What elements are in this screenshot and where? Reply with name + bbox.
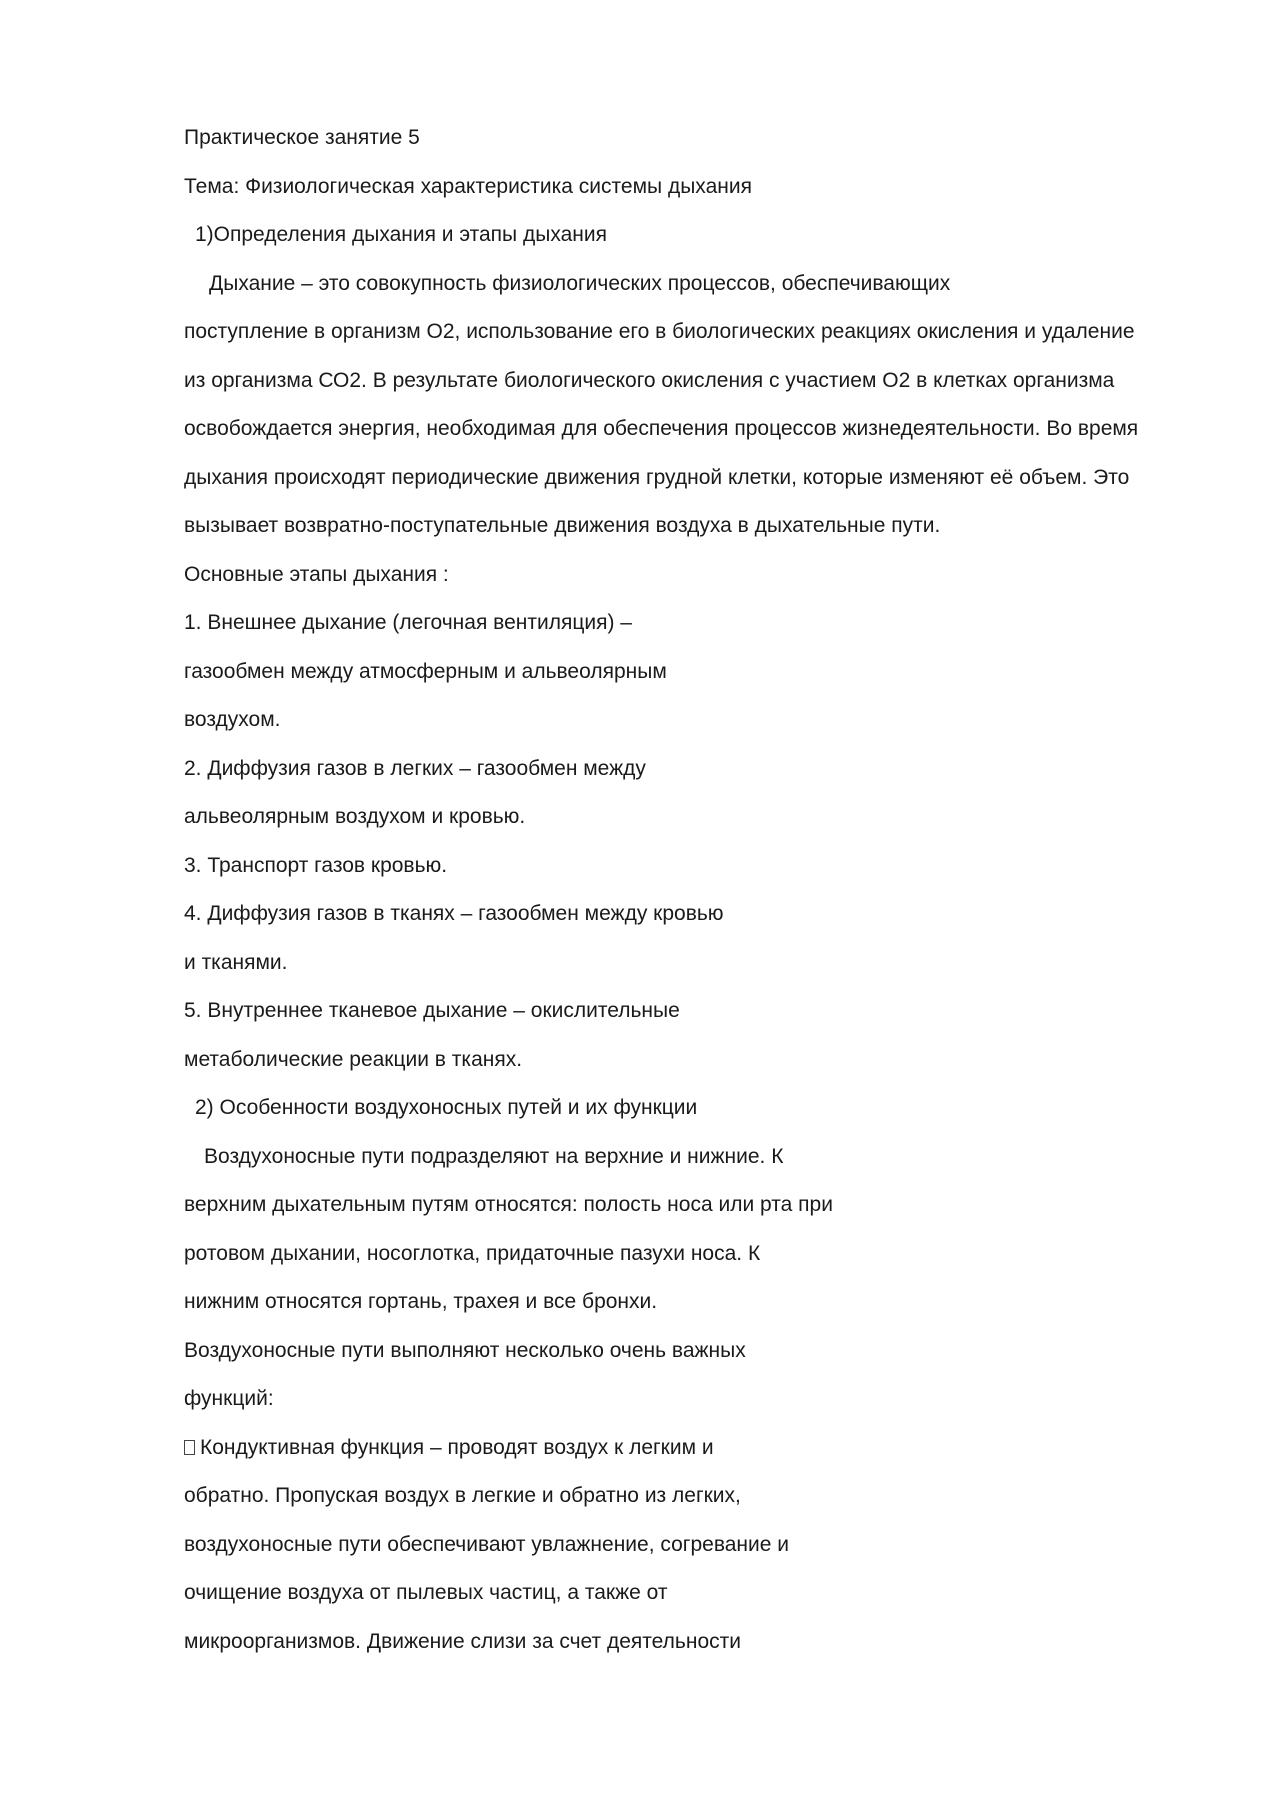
document-topic: Тема: Физиологическая характеристика системы дыхания	[184, 174, 752, 198]
paragraph-line: Воздухоносные пути выполняют несколько очень важных	[184, 1338, 746, 1362]
paragraph-line: дыхания происходят периодические движения грудной клетки, которые изменяют её объем. Это	[184, 465, 1130, 489]
stage-line: 1. Внешнее дыхание (легочная вентиляция) –	[184, 611, 632, 634]
section-1-heading: 1)Определения дыхания и этапы дыхания	[195, 223, 607, 246]
stage-line: 4. Диффузия газов в тканях – газообмен между кровью	[184, 902, 724, 925]
stage-line: 3. Транспорт газов кровью.	[184, 853, 448, 877]
stage-line: газообмен между атмосферным и альвеолярным	[184, 659, 667, 683]
stage-line: воздухом.	[184, 708, 281, 731]
paragraph-line: ротовом дыхании, носоглотка, придаточные пазухи носа. К	[184, 1241, 761, 1265]
paragraph-line: поступление в организм О2, использование его в биологических реакциях окисления и удаление	[184, 320, 1135, 343]
paragraph-line: воздухоносные пути обеспечивают увлажнение, согревание и	[184, 1532, 789, 1556]
stage-line: 2. Диффузия газов в легких – газообмен между	[184, 756, 646, 780]
paragraph-line: обратно. Пропуская воздух в легкие и обратно из легких,	[184, 1484, 741, 1507]
stage-line: и тканями.	[184, 950, 288, 974]
paragraph-line: вызывает возвратно-поступательные движения воздуха в дыхательные пути.	[184, 514, 941, 537]
section-2-heading: 2) Особенности воздухоносных путей и их функции	[195, 1096, 698, 1119]
missing-glyph-box-icon	[184, 1440, 195, 1455]
paragraph-line: верхним дыхательным путям относятся: полость носа или рта при	[184, 1193, 833, 1216]
paragraph-line: из организма СО2. В результате биологического окисления с участием О2 в клетках организма	[184, 368, 1115, 392]
stages-heading: Основные этапы дыхания :	[184, 562, 449, 586]
stage-line: метаболические реакции в тканях.	[184, 1047, 523, 1071]
stage-line: альвеолярным воздухом и кровью.	[184, 805, 526, 828]
document-body	[184, 122, 1194, 1674]
paragraph-line: микроорганизмов. Движение слизи за счет деятельности	[184, 1629, 741, 1653]
paragraph-line: освобождается энергия, необходимая для обеспечения процессов жизнедеятельности. Во время	[184, 417, 1139, 440]
bullet-item-text: Кондуктивная функция – проводят воздух к легким и	[200, 1435, 714, 1459]
bullet-item	[184, 1432, 1194, 1481]
paragraph-line: очищение воздуха от пылевых частиц, а также от	[184, 1581, 668, 1604]
paragraph-line: Воздухоносные пути подразделяют на верхние и нижние. К	[204, 1144, 784, 1168]
paragraph-line: Дыхание – это совокупность физиологических процессов, обеспечивающих	[209, 271, 951, 295]
stage-line: 5. Внутреннее тканевое дыхание – окислительные	[184, 999, 680, 1022]
paragraph-line: нижним относятся гортань, трахея и все бронхи.	[184, 1290, 658, 1313]
paragraph-line: функций:	[184, 1387, 274, 1410]
document-title: Практическое занятие 5	[184, 126, 420, 149]
